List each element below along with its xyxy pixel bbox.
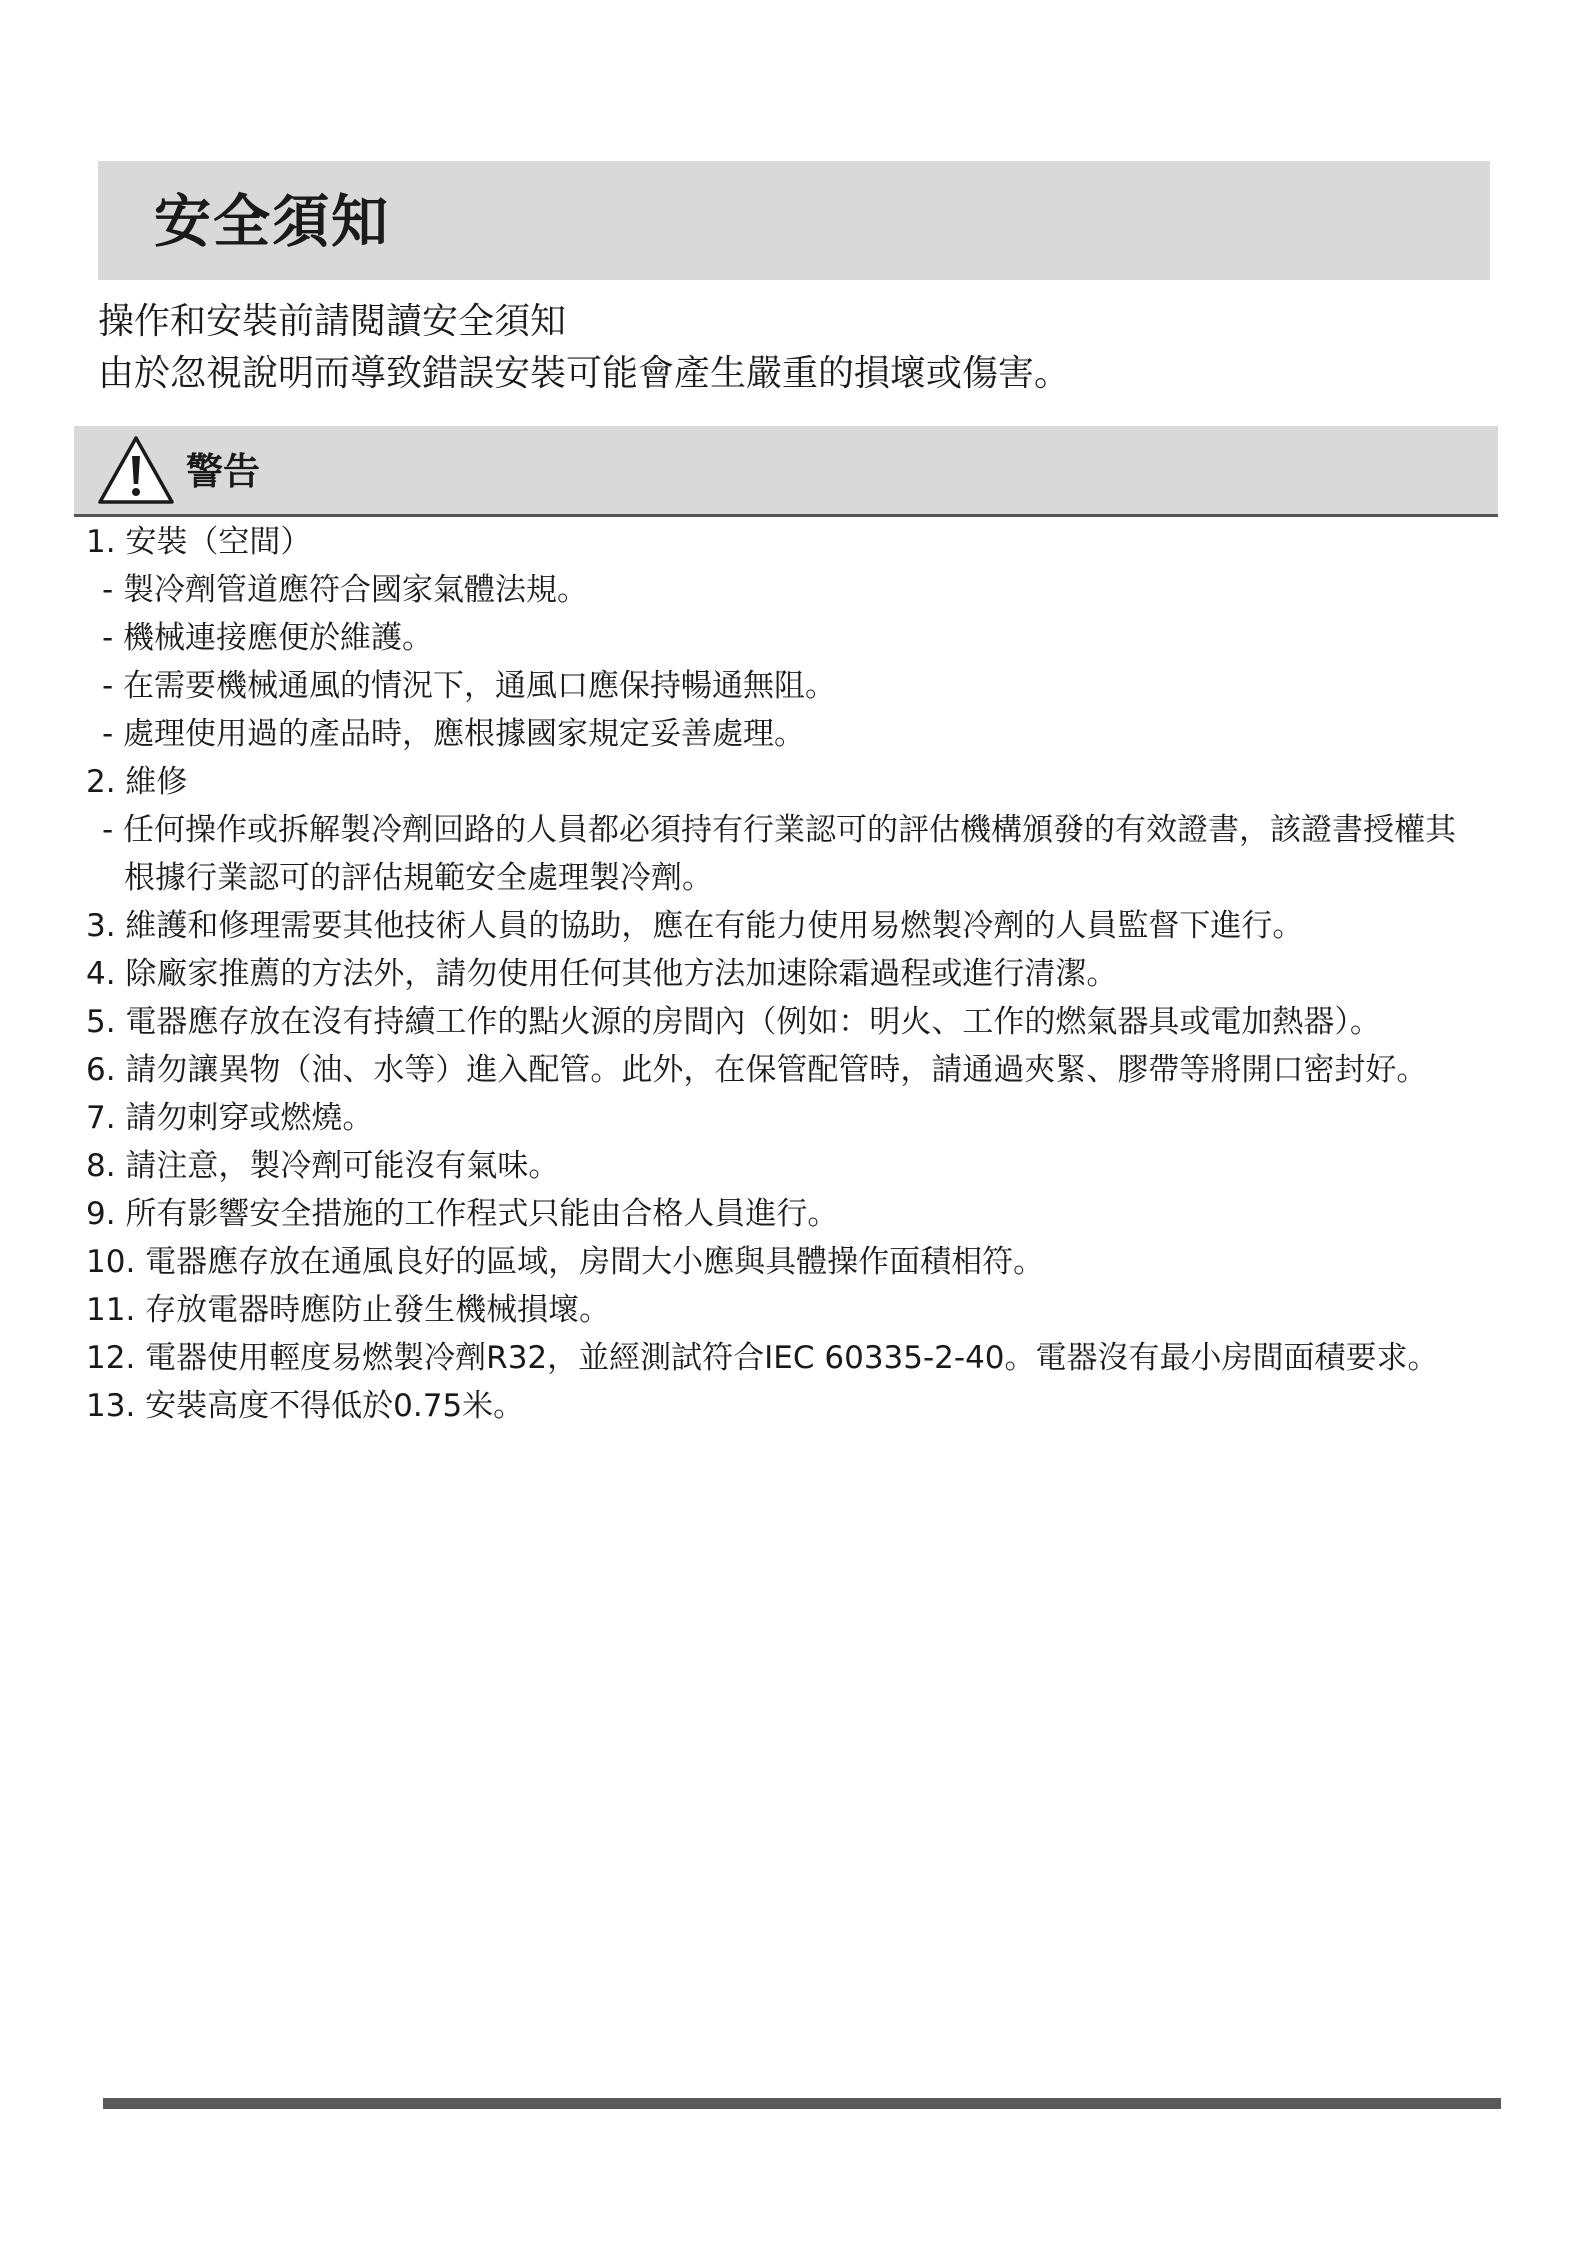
intro xyxy=(98,296,1498,400)
sub-item-1c: - 在需要機械通風的情況下，通風口應保持暢通無阻。 xyxy=(102,668,837,704)
warning-header xyxy=(74,426,1498,517)
list-item-7: 7. 請勿刺穿或燃燒。 xyxy=(86,1100,374,1136)
list-item-12: 12. 電器使用輕度易燃製冷劑R32，並經測試符合IEC 60335-2-40。電器沒有最小房間面積要求。 xyxy=(86,1340,1439,1376)
title-bar xyxy=(98,161,1490,280)
list-item-5: 5. 電器應存放在沒有持續工作的點火源的房間內（例如：明火、工作的燃氣器具或電加熱器）。 xyxy=(86,1004,1381,1040)
warning-list xyxy=(86,518,1496,1430)
list-item-8: 8. 請注意，製冷劑可能沒有氣味。 xyxy=(86,1148,560,1184)
list-item-10: 10. 電器應存放在通風良好的區域，房間大小應與具體操作面積相符。 xyxy=(86,1244,1045,1280)
list-item-9: 9. 所有影響安全措施的工作程式只能由合格人員進行。 xyxy=(86,1196,839,1232)
list-item-4: 4. 除廠家推薦的方法外，請勿使用任何其他方法加速除霜過程或進行清潔。 xyxy=(86,956,1118,992)
list-item-6: 6. 請勿讓異物（油、水等）進入配管。此外，在保管配管時，請通過夾緊、膠帶等將開口密封好。 xyxy=(86,1052,1428,1088)
sub-item-1b: - 機械連接應便於維護。 xyxy=(102,620,434,656)
list-item-13: 13. 安裝高度不得低於0.75米。 xyxy=(86,1388,525,1424)
list-item-3: 3. 維護和修理需要其他技術人員的協助，應在有能力使用易燃製冷劑的人員監督下進行。 xyxy=(86,908,1304,944)
intro-line-1: 操作和安裝前請閱讀安全須知 xyxy=(98,301,567,342)
footer-divider xyxy=(103,2098,1501,2109)
sub-item-2a: - 任何操作或拆解製冷劑回路的人員都必須持有行業認可的評估機構頒發的有效證書，該證書授權其根據行業認可的評估規範安全處理製冷劑。 xyxy=(102,812,1457,896)
sub-item-1a: - 製冷劑管道應符合國家氣體法規。 xyxy=(102,572,589,608)
warning-label: 警告 xyxy=(186,450,260,493)
warning-triangle-icon xyxy=(96,434,176,506)
intro-line-2: 由於忽視說明而導致錯誤安裝可能會產生嚴重的損壞或傷害。 xyxy=(98,353,1071,394)
list-item-1: 1. 安裝（空間） xyxy=(86,524,312,560)
sub-item-1d: - 處理使用過的產品時，應根據國家規定妥善處理。 xyxy=(102,716,806,752)
list-item-2: 2. 維修 xyxy=(86,764,188,800)
page-title: 安全須知 xyxy=(154,189,390,255)
list-item-11: 11. 存放電器時應防止發生機械損壞。 xyxy=(86,1292,611,1328)
